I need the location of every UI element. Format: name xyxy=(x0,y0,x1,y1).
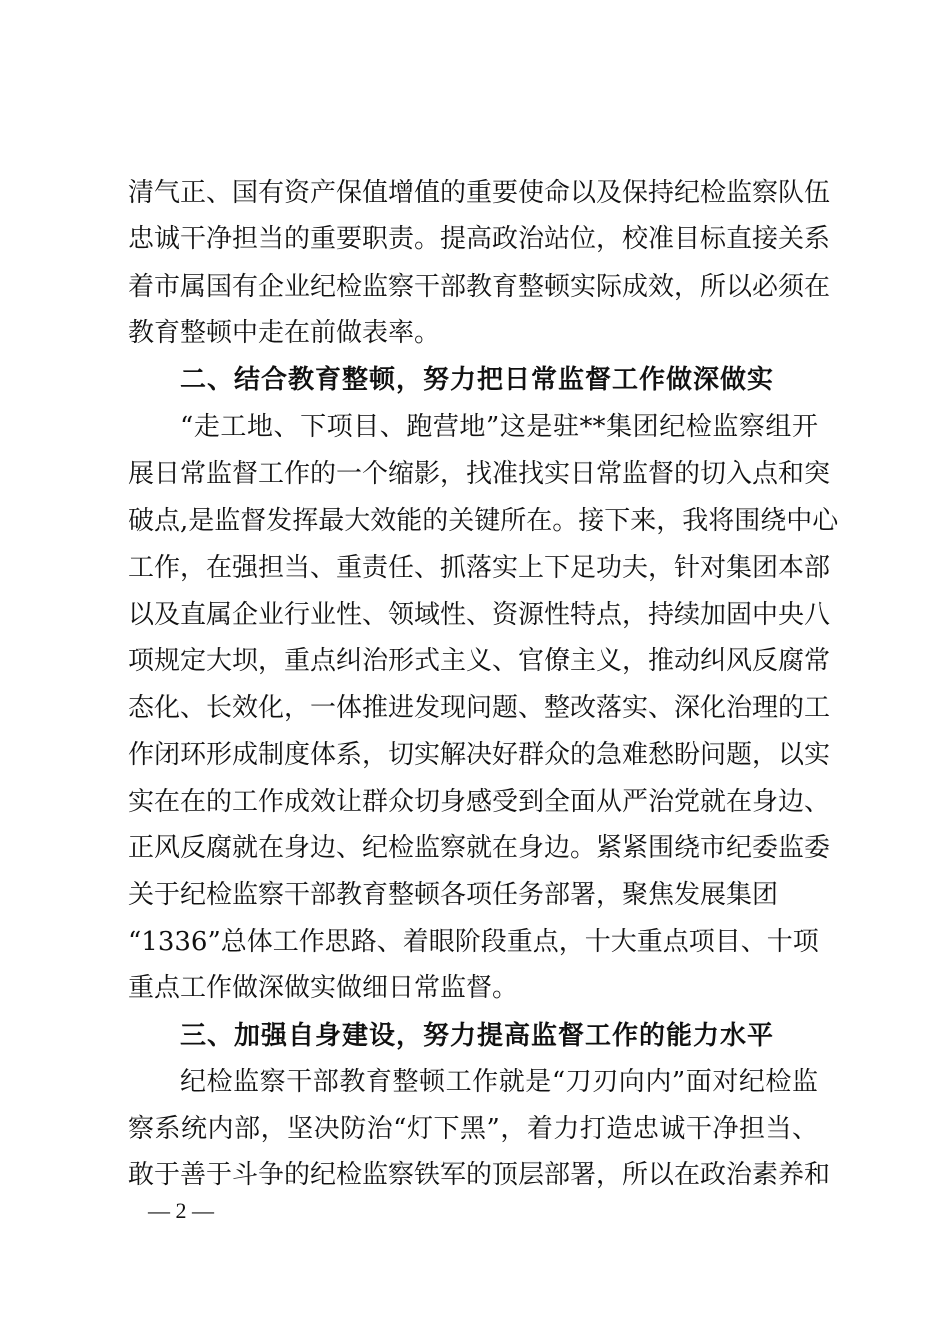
paragraph-2-line-12: “1336”总体工作思路、着眼阶段重点，十大重点项目、十项 xyxy=(128,927,819,957)
paragraph-2-line-8: 作闭环形成制度体系，切实解决好群众的急难愁盼问题，以实 xyxy=(128,740,831,770)
paragraph-2-line-11: 关于纪检监察干部教育整顿各项任务部署，聚焦发展集团 xyxy=(128,880,779,910)
paragraph-3-line-3: 敢于善于斗争的纪检监察铁军的顶层部署，所以在政治素养和 xyxy=(128,1160,831,1190)
paragraph-1-line-3: 着市属国有企业纪检监察干部教育整顿实际成效，所以必须在 xyxy=(128,272,831,302)
section-heading-3: 三、加强自身建设，努力提高监督工作的能力水平 xyxy=(180,1021,775,1051)
paragraph-2-line-5: 以及直属企业行业性、领域性、资源性特点，持续加固中央八 xyxy=(128,600,831,630)
paragraph-1-line-1: 清气正、国有资产保值增值的重要使命以及保持纪检监察队伍 xyxy=(128,178,831,208)
paragraph-2-line-4: 工作，在强担当、重责任、抓落实上下足功夫，针对集团本部 xyxy=(128,553,831,583)
paragraph-1-line-2: 忠诚干净担当的重要职责。提高政治站位，校准目标直接关系 xyxy=(128,224,831,254)
page-number: — 2 — xyxy=(148,1198,214,1223)
paragraph-2-line-13: 重点工作做深做实做细日常监督。 xyxy=(128,973,519,1003)
paragraph-2-line-2: 展日常监督工作的一个缩影，找准找实日常监督的切入点和突 xyxy=(128,459,831,489)
paragraph-3-line-2: 察系统内部，坚决防治“灯下黑”，着力打造忠诚干净担当、 xyxy=(128,1114,818,1144)
paragraph-2-line-1: “走工地、下项目、跑营地”这是驻**集团纪检监察组开 xyxy=(180,412,818,442)
paragraph-1-line-4: 教育整顿中走在前做表率。 xyxy=(128,318,441,348)
paragraph-2-line-3: 破点,是监督发挥最大效能的关键所在。接下来，我将围绕中心 xyxy=(128,506,839,536)
paragraph-2-line-9: 实在在的工作成效让群众切身感受到全面从严治党就在身边、 xyxy=(128,787,831,817)
paragraph-3-line-1: 纪检监察干部教育整顿工作就是“刀刃向内”面对纪检监 xyxy=(180,1067,818,1097)
paragraph-2-line-7: 态化、长效化，一体推进发现问题、整改落实、深化治理的工 xyxy=(128,693,831,723)
section-heading-2: 二、结合教育整顿，努力把日常监督工作做深做实 xyxy=(180,365,775,395)
paragraph-2-line-6: 项规定大坝，重点纠治形式主义、官僚主义，推动纠风反腐常 xyxy=(128,646,831,676)
paragraph-2-line-10: 正风反腐就在身边、纪检监察就在身边。紧紧围绕市纪委监委 xyxy=(128,833,831,863)
